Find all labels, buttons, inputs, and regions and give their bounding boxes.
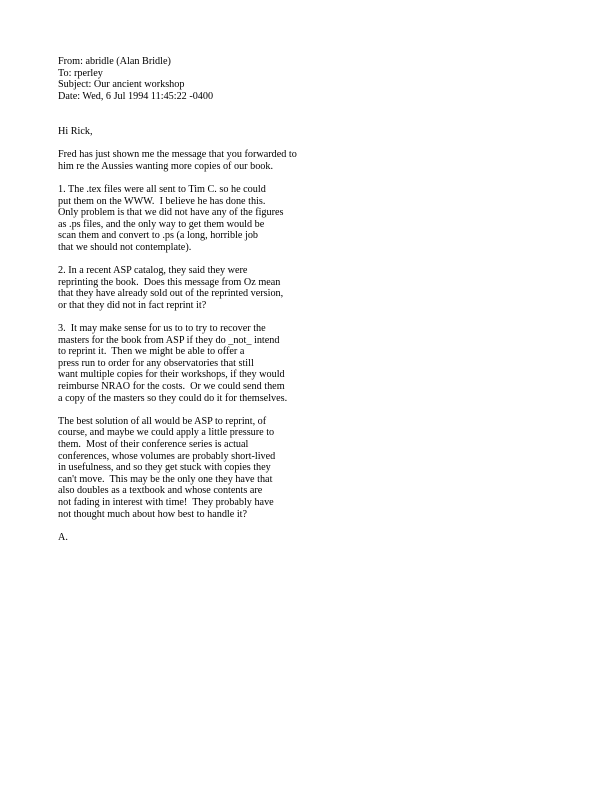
body-line: that we should not contemplate). — [58, 241, 192, 253]
body-line: The best solution of all would be ASP to reprint, of — [58, 415, 267, 427]
body-line: them. Most of their conference series is actual — [58, 439, 249, 450]
body-line: 3. It may make sense for us to to try to recover the — [58, 323, 266, 335]
body-line: that they have already sold out of the reprinted version, — [58, 288, 284, 300]
from-line: From: abridle (Alan Bridle) — [58, 56, 171, 67]
paragraph-1 — [58, 149, 558, 172]
email-document — [58, 56, 558, 543]
body-line: conferences, whose volumes are probably short-lived — [58, 450, 276, 462]
body-line: to reprint it. Then we might be able to offer a — [58, 346, 245, 358]
body-line: reimburse NRAO for the costs. Or we could send them — [58, 381, 285, 393]
body-line: as .ps files, and the only way to get them would be — [58, 218, 265, 230]
body-line: 1. The .tex files were all sent to Tim C. so he could — [58, 183, 266, 195]
body-line: him re the Aussies wanting more copies of our book. — [58, 160, 274, 172]
to-line: To: rperley — [58, 67, 103, 79]
body-line: can't move. This may be the only one they have that — [58, 473, 273, 485]
body-line: not fading in interest with time! They probably have — [58, 496, 274, 508]
body-line: or that they did not in fact reprint it? — [58, 299, 207, 311]
subject-line: Subject: Our ancient workshop — [58, 79, 185, 91]
signature: A. — [58, 531, 68, 543]
paragraph-4 — [58, 323, 558, 404]
body-line: Only problem is that we did not have any of the figures — [58, 207, 284, 219]
paragraph-2 — [58, 184, 558, 254]
body-line: course, and maybe we could apply a little pressure to — [58, 427, 275, 439]
date-line: Date: Wed, 6 Jul 1994 11:45:22 -0400 — [58, 90, 214, 102]
paragraph-3 — [58, 265, 558, 311]
body-line: press run to order for any observatories that still — [58, 357, 254, 369]
body-line: put them on the WWW. I believe he has done this. — [58, 195, 266, 207]
body-line: 2. In a recent ASP catalog, they said they were — [58, 265, 248, 277]
body-line: scan them and convert to .ps (a long, horrible job — [58, 230, 259, 242]
body-line: masters for the book from ASP if they do _not_ intend — [58, 334, 280, 346]
body-line: a copy of the masters so they could do it for themselves. — [58, 392, 288, 404]
paragraph-5 — [58, 416, 558, 520]
body-line: reprinting the book. Does this message from Oz mean — [58, 276, 281, 288]
body-line: Fred has just shown me the message that you forwarded to — [58, 149, 297, 161]
body-line: not thought much about how best to handle it? — [58, 508, 248, 520]
body-line: also doubles as a textbook and whose contents are — [58, 485, 263, 497]
email-header — [58, 56, 558, 102]
body-line: in usefulness, and so they get stuck with copies they — [58, 462, 271, 474]
body-line: want multiple copies for their workshops, if they would — [58, 369, 285, 381]
greeting: Hi Rick, — [58, 125, 93, 137]
